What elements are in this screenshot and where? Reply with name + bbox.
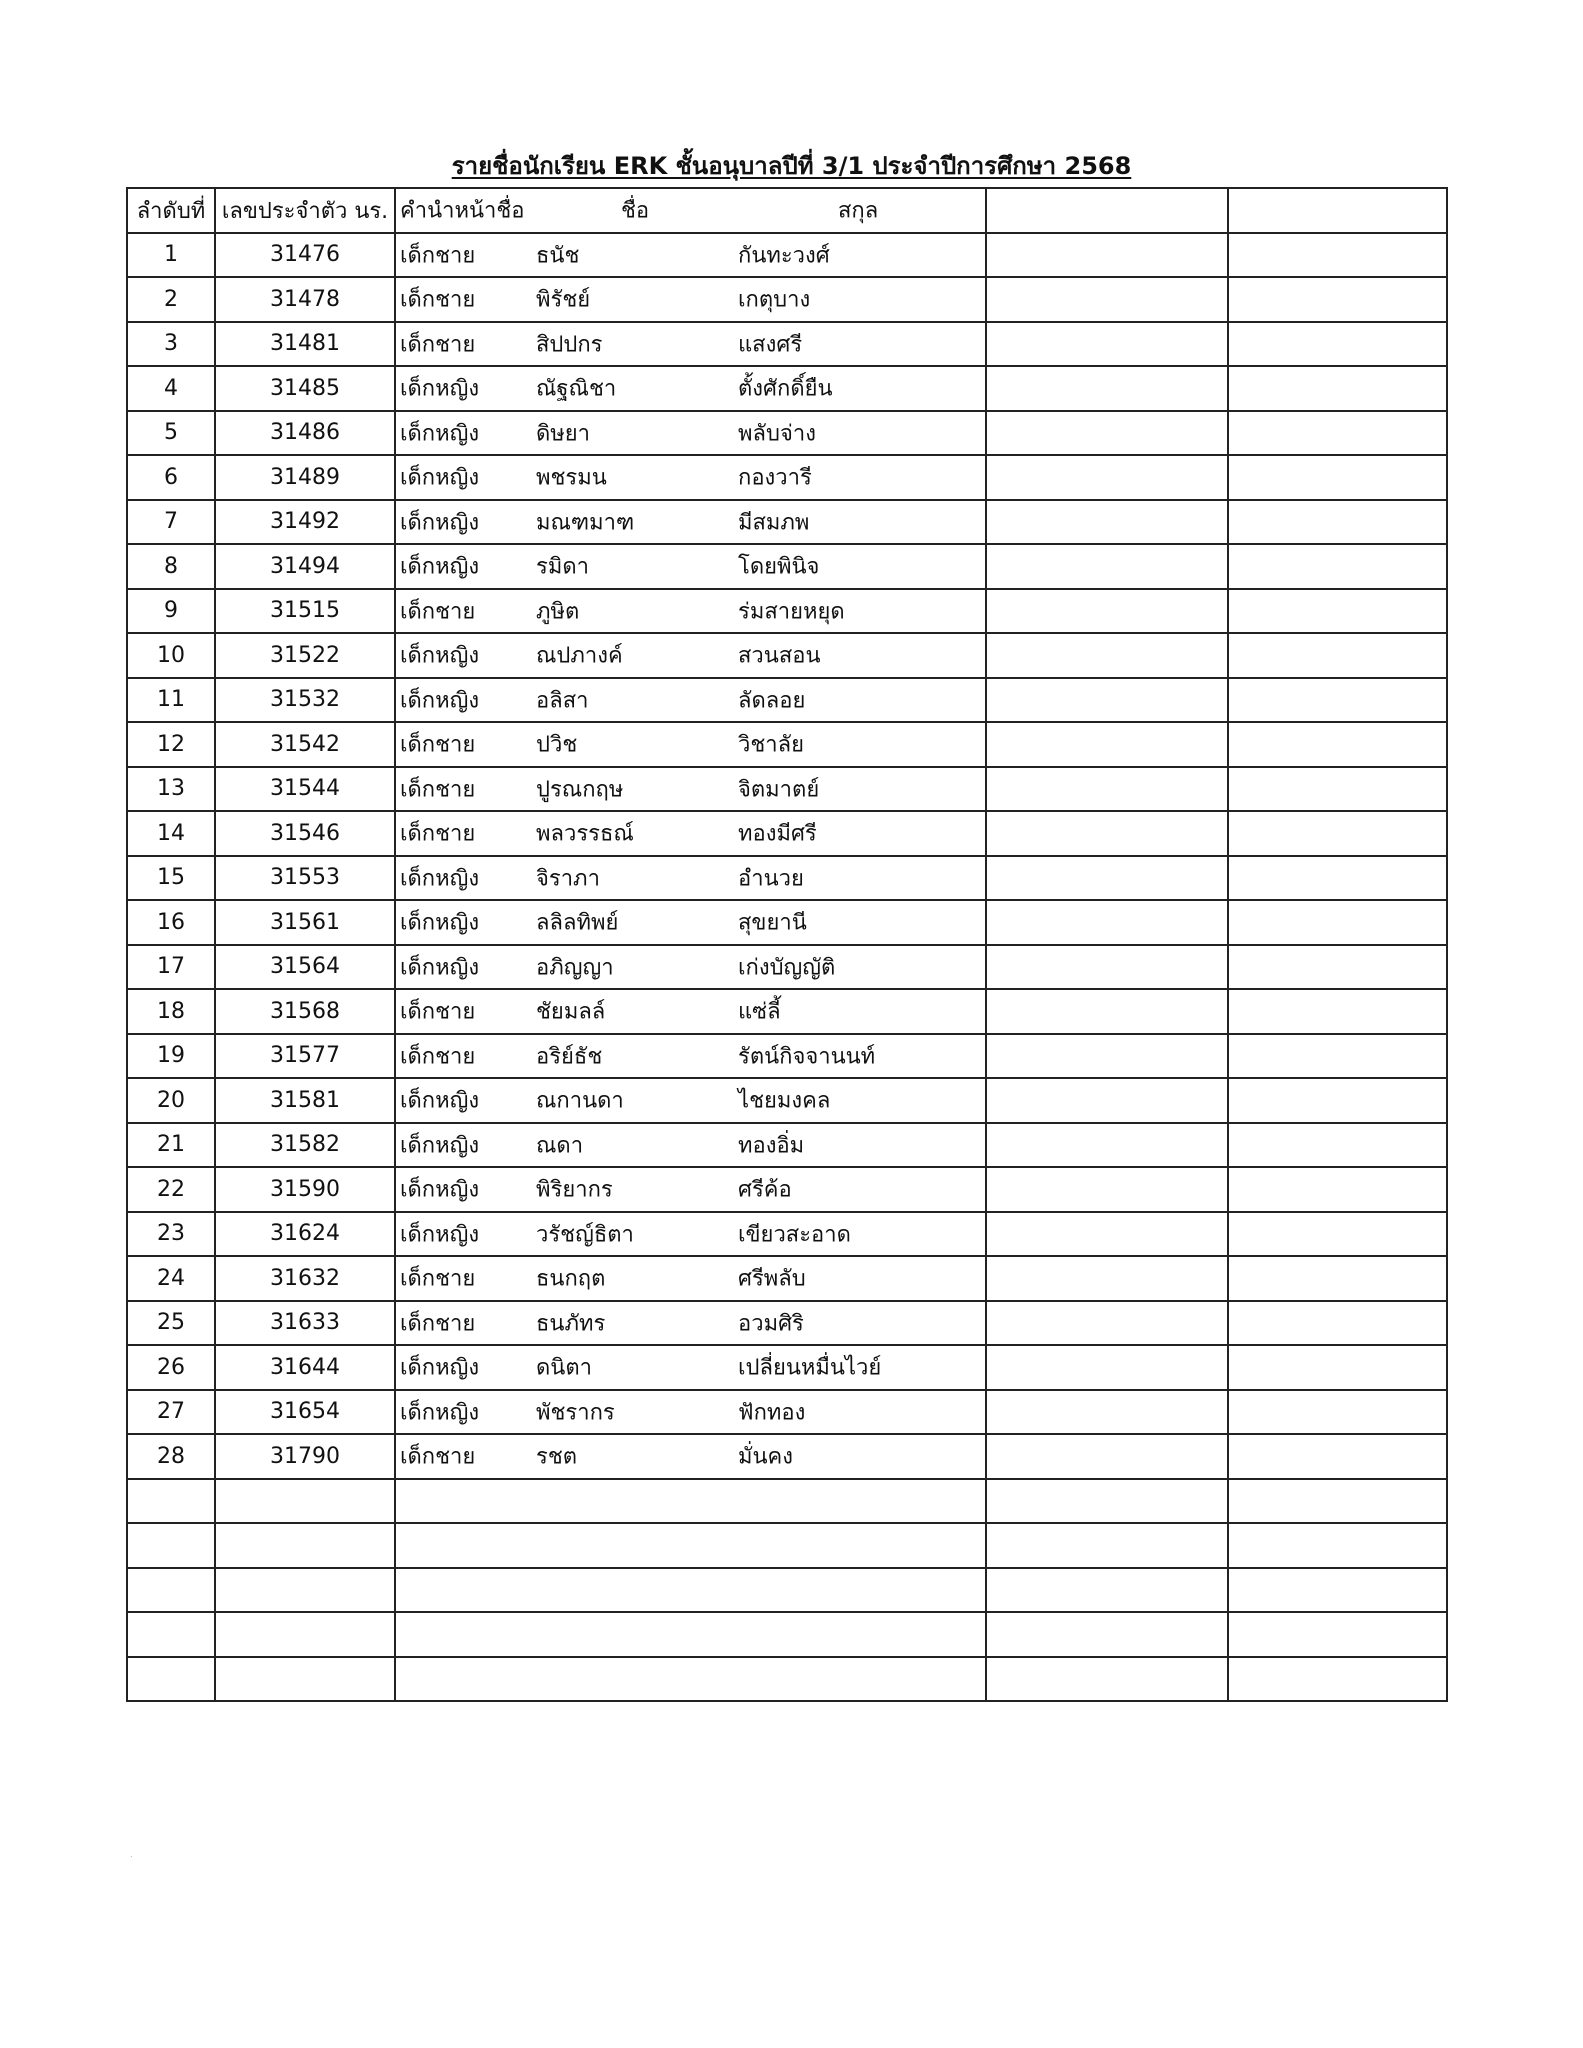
row-number: 21: [127, 1123, 215, 1168]
row-number: 27: [127, 1390, 215, 1435]
student-id: [215, 1612, 395, 1657]
student-name: [395, 1301, 986, 1346]
row-number: 11: [127, 678, 215, 723]
row-number: 10: [127, 633, 215, 678]
empty-row: [127, 1523, 1447, 1568]
student-id: 31478: [215, 277, 395, 322]
header-row: [127, 188, 1447, 233]
extra-cell-1: [986, 455, 1228, 500]
row-number: 6: [127, 455, 215, 500]
extra-cell-1: [986, 1568, 1228, 1613]
name-prefix: เด็กหญิง: [400, 688, 480, 714]
last-name: ไชยมงคล: [738, 1088, 831, 1114]
student-id: 31624: [215, 1212, 395, 1257]
first-name: รมิดา: [536, 554, 589, 580]
name-prefix: เด็กชาย: [400, 777, 476, 803]
last-name: กองวารี: [738, 465, 812, 491]
name-prefix: เด็กหญิง: [400, 1222, 480, 1248]
student-name: [395, 1523, 986, 1568]
table-row: [127, 277, 1447, 322]
extra-cell-2: [1228, 411, 1447, 456]
row-number: 18: [127, 989, 215, 1034]
extra-cell-1: [986, 1212, 1228, 1257]
last-name: ตั้งศักดิ์ยืน: [738, 376, 833, 402]
student-id: 31654: [215, 1390, 395, 1435]
extra-cell-2: [1228, 366, 1447, 411]
first-name: พชรมน: [536, 465, 607, 491]
header-no: ลำดับที่: [127, 188, 215, 233]
table-row: [127, 544, 1447, 589]
student-id: 31485: [215, 366, 395, 411]
student-name: [395, 989, 986, 1034]
extra-cell-1: [986, 1479, 1228, 1524]
row-number: 15: [127, 856, 215, 901]
row-number: 19: [127, 1034, 215, 1079]
first-name: วรัชญ์ธิตา: [536, 1222, 634, 1248]
student-id: [215, 1657, 395, 1702]
table-row: [127, 1034, 1447, 1079]
student-name: [395, 1657, 986, 1702]
student-id: 31494: [215, 544, 395, 589]
student-id: 31564: [215, 945, 395, 990]
student-name: [395, 945, 986, 990]
extra-cell-2: [1228, 1256, 1447, 1301]
first-name: จิราภา: [536, 866, 600, 892]
header-first-name: ชื่อ: [621, 198, 650, 224]
row-number: 12: [127, 722, 215, 767]
student-id: 31633: [215, 1301, 395, 1346]
last-name: ลัดลอย: [738, 688, 806, 714]
last-name: ทองมีศรี: [738, 821, 817, 847]
extra-cell-2: [1228, 1167, 1447, 1212]
student-id: 31486: [215, 411, 395, 456]
extra-cell-2: [1228, 277, 1447, 322]
student-name: [395, 1123, 986, 1168]
extra-cell-1: [986, 1256, 1228, 1301]
last-name: เขียวสะอาด: [738, 1222, 851, 1248]
table-row: [127, 589, 1447, 634]
student-name: [395, 900, 986, 945]
first-name: ณกานดา: [536, 1088, 624, 1114]
student-id: 31553: [215, 856, 395, 901]
student-name: [395, 1434, 986, 1479]
row-number: [127, 1479, 215, 1524]
row-number: 3: [127, 322, 215, 367]
name-prefix: เด็กหญิง: [400, 510, 480, 536]
name-prefix: เด็กหญิง: [400, 1355, 480, 1381]
student-id: 31561: [215, 900, 395, 945]
row-number: 5: [127, 411, 215, 456]
document-title: [0, 146, 1583, 185]
student-id: 31568: [215, 989, 395, 1034]
last-name: โดยพินิจ: [738, 554, 820, 580]
last-name: มั่นคง: [738, 1444, 793, 1470]
extra-cell-1: [986, 989, 1228, 1034]
first-name: ปวิช: [536, 732, 578, 758]
student-name: [395, 722, 986, 767]
name-prefix: เด็กชาย: [400, 1044, 476, 1070]
first-name: พัชรากร: [536, 1400, 615, 1426]
first-name: ดนิตา: [536, 1355, 592, 1381]
table-row: [127, 366, 1447, 411]
extra-cell-2: [1228, 1390, 1447, 1435]
last-name: สุขยานี: [738, 910, 807, 936]
row-number: 13: [127, 767, 215, 812]
name-prefix: เด็กหญิง: [400, 376, 480, 402]
last-name: ร่มสายหยุด: [738, 599, 845, 625]
extra-cell-1: [986, 1434, 1228, 1479]
extra-cell-1: [986, 366, 1228, 411]
row-number: 28: [127, 1434, 215, 1479]
extra-cell-2: [1228, 1078, 1447, 1123]
student-id: 31515: [215, 589, 395, 634]
row-number: 26: [127, 1345, 215, 1390]
row-number: 23: [127, 1212, 215, 1257]
student-name: [395, 678, 986, 723]
last-name: ฟักทอง: [738, 1400, 806, 1426]
student-name: [395, 1390, 986, 1435]
student-id: 31644: [215, 1345, 395, 1390]
table-row: [127, 633, 1447, 678]
first-name: ปูรณกฤษ: [536, 777, 624, 803]
student-name: [395, 1479, 986, 1524]
student-name: [395, 233, 986, 278]
student-name: [395, 811, 986, 856]
first-name: ณดา: [536, 1133, 584, 1159]
extra-cell-1: [986, 1657, 1228, 1702]
first-name: อลิสา: [536, 688, 589, 714]
extra-cell-2: [1228, 856, 1447, 901]
table-row: [127, 900, 1447, 945]
table-row: [127, 811, 1447, 856]
student-id: 31532: [215, 678, 395, 723]
student-name: [395, 1612, 986, 1657]
student-name: [395, 1568, 986, 1613]
first-name: พิรัชย์: [536, 287, 591, 313]
name-prefix: เด็กหญิง: [400, 910, 480, 936]
last-name: วิชาลัย: [738, 732, 805, 758]
student-id: 31481: [215, 322, 395, 367]
row-number: 22: [127, 1167, 215, 1212]
last-name: รัตน์กิจจานนท์: [738, 1044, 876, 1070]
last-name: กันทะวงศ์: [738, 243, 830, 269]
student-id: 31489: [215, 455, 395, 500]
last-name: สวนสอน: [738, 643, 821, 669]
table-row: [127, 411, 1447, 456]
header-extra-2: [1228, 188, 1447, 233]
name-prefix: เด็กชาย: [400, 1311, 476, 1337]
extra-cell-1: [986, 856, 1228, 901]
name-prefix: เด็กชาย: [400, 599, 476, 625]
student-id: 31581: [215, 1078, 395, 1123]
student-id: 31546: [215, 811, 395, 856]
extra-cell-2: [1228, 1345, 1447, 1390]
first-name: ธนภัทร: [536, 1311, 606, 1337]
student-name: [395, 1034, 986, 1079]
empty-row: [127, 1479, 1447, 1524]
extra-cell-2: [1228, 767, 1447, 812]
last-name: เกตุบาง: [738, 287, 811, 313]
name-prefix: เด็กหญิง: [400, 1133, 480, 1159]
name-prefix: เด็กชาย: [400, 1266, 476, 1292]
extra-cell-1: [986, 322, 1228, 367]
row-number: 17: [127, 945, 215, 990]
row-number: 1: [127, 233, 215, 278]
name-prefix: เด็กหญิง: [400, 955, 480, 981]
extra-cell-2: [1228, 1212, 1447, 1257]
extra-cell-2: [1228, 1301, 1447, 1346]
extra-cell-1: [986, 767, 1228, 812]
student-name: [395, 277, 986, 322]
document-title-text: รายชื่อนักเรียน ERK ชั้นอนุบาลปีที่ 3/1 ประจำปีการศึกษา 2568: [451, 152, 1132, 180]
student-id: [215, 1568, 395, 1613]
extra-cell-2: [1228, 1612, 1447, 1657]
student-name: [395, 544, 986, 589]
student-id: [215, 1523, 395, 1568]
table-row: [127, 233, 1447, 278]
name-prefix: เด็กชาย: [400, 287, 476, 313]
first-name: ชัยมลล์: [536, 999, 606, 1025]
student-name: [395, 500, 986, 545]
extra-cell-1: [986, 277, 1228, 322]
student-name: [395, 411, 986, 456]
first-name: ภูษิต: [536, 599, 580, 625]
name-prefix: เด็กชาย: [400, 821, 476, 847]
row-number: 24: [127, 1256, 215, 1301]
table-row: [127, 945, 1447, 990]
extra-cell-1: [986, 1078, 1228, 1123]
extra-cell-1: [986, 633, 1228, 678]
extra-cell-2: [1228, 1034, 1447, 1079]
table-row: [127, 1390, 1447, 1435]
name-prefix: เด็กชาย: [400, 243, 476, 269]
name-prefix: เด็กหญิง: [400, 1400, 480, 1426]
row-number: [127, 1657, 215, 1702]
student-name: [395, 1256, 986, 1301]
header-last-name: สกุล: [838, 198, 879, 224]
extra-cell-2: [1228, 589, 1447, 634]
last-name: พลับจ่าง: [738, 421, 816, 447]
row-number: 4: [127, 366, 215, 411]
student-id: [215, 1479, 395, 1524]
student-name: [395, 767, 986, 812]
table-row: [127, 678, 1447, 723]
extra-cell-2: [1228, 1434, 1447, 1479]
first-name: ลลิลทิพย์: [536, 910, 619, 936]
empty-row: [127, 1612, 1447, 1657]
extra-cell-1: [986, 1123, 1228, 1168]
name-prefix: เด็กหญิง: [400, 866, 480, 892]
table-row: [127, 1345, 1447, 1390]
table-row: [127, 1301, 1447, 1346]
extra-cell-2: [1228, 1479, 1447, 1524]
first-name: พิริยากร: [536, 1177, 613, 1203]
student-id: 31577: [215, 1034, 395, 1079]
row-number: 2: [127, 277, 215, 322]
student-name: [395, 1212, 986, 1257]
student-id: 31590: [215, 1167, 395, 1212]
extra-cell-1: [986, 900, 1228, 945]
first-name: ธนัช: [536, 243, 580, 269]
last-name: อวมศิริ: [738, 1311, 804, 1337]
student-id: 31632: [215, 1256, 395, 1301]
header-name-group: [395, 188, 986, 233]
extra-cell-1: [986, 544, 1228, 589]
extra-cell-1: [986, 1167, 1228, 1212]
extra-cell-1: [986, 1345, 1228, 1390]
first-name: สิปปกร: [536, 332, 603, 358]
extra-cell-1: [986, 811, 1228, 856]
student-id: 31544: [215, 767, 395, 812]
last-name: ศรีพลับ: [738, 1266, 806, 1292]
row-number: 16: [127, 900, 215, 945]
student-id: 31790: [215, 1434, 395, 1479]
extra-cell-2: [1228, 1657, 1447, 1702]
student-name: [395, 322, 986, 367]
name-prefix: เด็กหญิง: [400, 554, 480, 580]
row-number: 8: [127, 544, 215, 589]
table-row: [127, 1123, 1447, 1168]
extra-cell-1: [986, 1523, 1228, 1568]
extra-cell-2: [1228, 233, 1447, 278]
table-row: [127, 1434, 1447, 1479]
extra-cell-2: [1228, 500, 1447, 545]
student-name: [395, 366, 986, 411]
student-name: [395, 589, 986, 634]
extra-cell-2: [1228, 722, 1447, 767]
extra-cell-1: [986, 945, 1228, 990]
row-number: 25: [127, 1301, 215, 1346]
table-row: [127, 989, 1447, 1034]
first-name: มณฑมาฑ: [536, 510, 635, 536]
extra-cell-2: [1228, 455, 1447, 500]
roster-body: [127, 188, 1447, 1701]
first-name: ณปภางค์: [536, 643, 623, 669]
last-name: อำนวย: [738, 866, 804, 892]
extra-cell-1: [986, 678, 1228, 723]
first-name: อภิญญา: [536, 955, 614, 981]
extra-cell-2: [1228, 544, 1447, 589]
first-name: ณัฐณิชา: [536, 376, 617, 402]
student-id: 31476: [215, 233, 395, 278]
extra-cell-2: [1228, 633, 1447, 678]
extra-cell-2: [1228, 1568, 1447, 1613]
last-name: แสงศรี: [738, 332, 803, 358]
name-prefix: เด็กชาย: [400, 1444, 476, 1470]
extra-cell-1: [986, 1301, 1228, 1346]
table-row: [127, 856, 1447, 901]
student-name: [395, 455, 986, 500]
table-row: [127, 722, 1447, 767]
first-name: อริย์ธัช: [536, 1044, 603, 1070]
name-prefix: เด็กหญิง: [400, 1088, 480, 1114]
table-row: [127, 767, 1447, 812]
last-name: จิตมาตย์: [738, 777, 820, 803]
row-number: [127, 1568, 215, 1613]
row-number: 7: [127, 500, 215, 545]
table-row: [127, 322, 1447, 367]
student-id: 31582: [215, 1123, 395, 1168]
extra-cell-2: [1228, 811, 1447, 856]
student-id: 31492: [215, 500, 395, 545]
first-name: ธนกฤต: [536, 1266, 606, 1292]
header-student-id: เลขประจำตัว นร.: [215, 188, 395, 233]
row-number: 20: [127, 1078, 215, 1123]
name-prefix: เด็กหญิง: [400, 465, 480, 491]
header-prefix: คำนำหน้าชื่อ: [400, 198, 525, 224]
name-prefix: เด็กหญิง: [400, 1177, 480, 1203]
extra-cell-2: [1228, 900, 1447, 945]
extra-cell-2: [1228, 322, 1447, 367]
row-number: [127, 1523, 215, 1568]
table-row: [127, 1212, 1447, 1257]
extra-cell-1: [986, 233, 1228, 278]
last-name: เก่งบัญญัติ: [738, 955, 836, 981]
page-speck: .: [130, 1850, 133, 1859]
student-name: [395, 1167, 986, 1212]
student-name: [395, 856, 986, 901]
name-prefix: เด็กชาย: [400, 999, 476, 1025]
extra-cell-1: [986, 1390, 1228, 1435]
last-name: แซ่ลี้: [738, 999, 781, 1025]
extra-cell-2: [1228, 678, 1447, 723]
name-prefix: เด็กหญิง: [400, 643, 480, 669]
extra-cell-2: [1228, 1523, 1447, 1568]
last-name: ทองอิ่ม: [738, 1133, 805, 1159]
table-row: [127, 455, 1447, 500]
extra-cell-1: [986, 1034, 1228, 1079]
extra-cell-1: [986, 411, 1228, 456]
extra-cell-1: [986, 1612, 1228, 1657]
row-number: [127, 1612, 215, 1657]
extra-cell-2: [1228, 989, 1447, 1034]
student-name: [395, 633, 986, 678]
first-name: พลวรรธณ์: [536, 821, 634, 847]
last-name: ศรีค้อ: [738, 1177, 792, 1203]
first-name: ดิษยา: [536, 421, 591, 447]
name-prefix: เด็กชาย: [400, 732, 476, 758]
extra-cell-1: [986, 500, 1228, 545]
extra-cell-1: [986, 589, 1228, 634]
row-number: 9: [127, 589, 215, 634]
empty-row: [127, 1657, 1447, 1702]
first-name: รชต: [536, 1444, 578, 1470]
extra-cell-1: [986, 722, 1228, 767]
extra-cell-2: [1228, 945, 1447, 990]
name-prefix: เด็กชาย: [400, 332, 476, 358]
student-name: [395, 1345, 986, 1390]
table-row: [127, 500, 1447, 545]
row-number: 14: [127, 811, 215, 856]
last-name: มีสมภพ: [738, 510, 810, 536]
last-name: เปลี่ยนหมื่นไวย์: [738, 1355, 882, 1381]
table-row: [127, 1167, 1447, 1212]
table-row: [127, 1256, 1447, 1301]
header-extra-1: [986, 188, 1228, 233]
empty-row: [127, 1568, 1447, 1613]
extra-cell-2: [1228, 1123, 1447, 1168]
student-name: [395, 1078, 986, 1123]
name-prefix: เด็กหญิง: [400, 421, 480, 447]
student-roster-table: [126, 187, 1448, 1702]
student-id: 31542: [215, 722, 395, 767]
table-row: [127, 1078, 1447, 1123]
student-id: 31522: [215, 633, 395, 678]
